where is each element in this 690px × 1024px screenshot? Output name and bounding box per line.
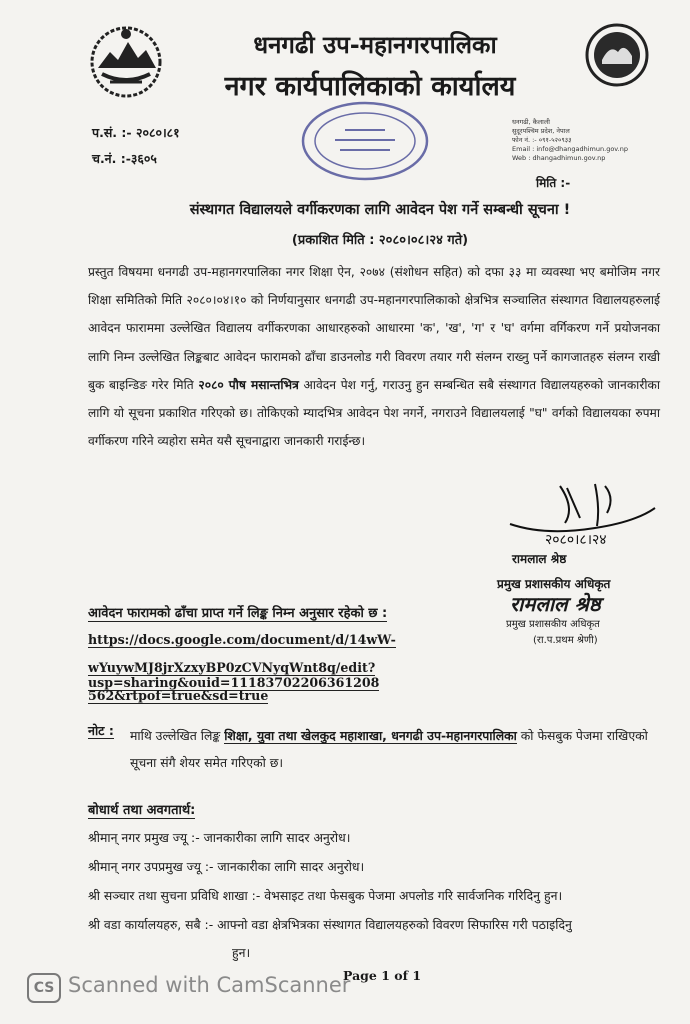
page-number: Page 1 of 1 bbox=[343, 968, 422, 983]
contact-province: सुदूरपश्चिम प्रदेश, नेपाल bbox=[512, 127, 570, 135]
form-link-line-3[interactable]: 562&rtpof=true&sd=true bbox=[88, 688, 269, 703]
municipality-logo-icon bbox=[584, 22, 650, 88]
scanner-watermark: Scanned with CamScanner bbox=[68, 973, 351, 997]
nepal-emblem-icon bbox=[88, 22, 164, 100]
publish-date: (प्रकाशित मिति : २०८०।०८।२४ गते) bbox=[291, 233, 469, 248]
contact-address: धनगढी, कैलाली bbox=[512, 118, 550, 126]
date-label: मिति :- bbox=[536, 176, 571, 190]
note-text: माथि उल्लेखित लिङ्क शिक्षा, युवा तथा खेलकुद महाशाखा, धनगढी उप-महानगरपालिका को फेसबुक पेजमा राखिएको सूचना संगै शेयर समेत गरिएको छ। bbox=[130, 728, 648, 770]
stamp-role: प्रमुख प्रशासकीय अधिकृत bbox=[506, 619, 600, 630]
notice-title: संस्थागत विद्यालयले वर्गीकरणका लागि आवेदन पेश गर्ने सम्बन्धी सूचना ! bbox=[189, 202, 571, 218]
body-text-post: आवेदन पेश गर्नु, गराउनु हुन सम्बन्धित सबै संस्थागत विद्यालयहरुको जानकारीका लागि यो सूचना प्रकाशित गरिएको छ। तोकिएको म्यादभित्र आवेदन पेश नगर्ने, नगराउने विद्यालयलाई "घ" वर्गको विद्यालयका रुपमा वर्गीकरण गरिने व्यहोरा समेत यसै सूचनाद्वारा जानकारी गराईन्छ। bbox=[88, 377, 660, 449]
link-heading: आवेदन फारामको ढाँचा प्राप्त गर्ने लिङ्क निम्न अनुसार रहेको छ : bbox=[88, 603, 387, 622]
form-link-line-1[interactable]: https://docs.google.com/document/d/14wW- bbox=[88, 632, 396, 647]
dispatch-number: च.नं. :-३६०५ bbox=[92, 151, 157, 166]
office-name: धनगढी उप-महानगरपालिका bbox=[253, 31, 497, 59]
handwritten-signature bbox=[505, 478, 665, 548]
body-deadline: २०८० पौष मसान्तभित्र bbox=[198, 377, 299, 392]
contact-web: Web : dhangadhimun.gov.np bbox=[512, 154, 606, 162]
form-link-line-2[interactable]: wYuywMJ8jrXzxyBP0zCVNyqWnt8q/edit?usp=sharing&ouid=11183702206361208 bbox=[88, 660, 380, 690]
body-text-pre: प्रस्तुत विषयमा धनगढी उप-महानगरपालिका नगर शिक्षा ऐन, २०७४ (संशोधन सहित) को दफा ३३ मा व्यवस्था भए बमोजिम नगर शिक्षा समितिको मिति २०८०।०४।१० को निर्णयानुसार धनगढी उप-महानगरपालिकाको क्षेत्रभित्र सञ्चालित संस्थागत विद्यालयहरुलाई आवेदन फाराममा उल्लेखित विद्यालय वर्गीकरणका आधारहरुको आधारमा 'क', 'ख', 'ग' र 'घ' वर्गमा वर्गिकरण गर्ने प्रयोजनका लागि निम्न उल्लेखित लिङ्कबाट आवेदन फारामको ढाँचा डाउनलोड गरी विवरण तयार गरी संलग्न राख्नु पर्ने कागजातहरु संलग्न राखी बुक बाइन्डिङ गरेर मिति bbox=[88, 265, 660, 392]
stamp-rank: (रा.प.प्रथम श्रेणी) bbox=[533, 635, 598, 646]
cc-line-it-section: श्री सञ्चार तथा सुचना प्रविधि शाखा :- वेभसाइट तथा फेसबुक पेजमा अपलोड गरि सार्वजनिक गरिदिनु हुन। bbox=[88, 888, 563, 903]
cc-line-mayor: श्रीमान् नगर प्रमुख ज्यू :- जानकारीका लागि सादर अनुरोध। bbox=[88, 830, 351, 845]
notice-body bbox=[88, 258, 660, 455]
cc-line-continuation: हुन। bbox=[232, 945, 251, 960]
camscanner-logo-icon: CS bbox=[27, 973, 61, 1003]
signatory-name: रामलाल श्रेष्ठ bbox=[512, 552, 567, 566]
contact-block bbox=[512, 118, 652, 163]
office-subtitle: नगर कार्यपालिकाको कार्यालय bbox=[224, 71, 516, 102]
cc-line-deputy-mayor: श्रीमान् नगर उपप्रमुख ज्यू :- जानकारीका लागि सादर अनुरोध। bbox=[88, 859, 365, 874]
office-stamp-icon bbox=[300, 100, 430, 182]
contact-email: Email : info@dhangadhimun.gov.np bbox=[512, 145, 628, 153]
contact-phone: फोन नं. :- ०९१-५२०९३३ bbox=[512, 136, 572, 144]
cc-heading: बोधार्थ तथा अवगतार्थ: bbox=[88, 800, 195, 819]
cc-line-ward-offices: श्री वडा कार्यालयहरु, सबै :- आफ्नो वडा क्षेत्रभित्रका संस्थागत विद्यालयहरुको विवरण सिफारिस गरी पठाइदिनु bbox=[88, 917, 572, 932]
note-label: नोट : bbox=[88, 723, 114, 738]
stamp-name: रामलाल श्रेष्ठ bbox=[510, 592, 601, 616]
signatory-role: प्रमुख प्रशासकीय अधिकृत bbox=[497, 577, 611, 591]
svg-text:२०८०।८।२४: २०८०।८।२४ bbox=[545, 532, 607, 548]
reference-number: प.सं. :- २०८०।८१ bbox=[92, 125, 180, 140]
note-office: शिक्षा, युवा तथा खेलकुद महाशाखा, धनगढी उप-महानगरपालिका bbox=[224, 728, 517, 743]
